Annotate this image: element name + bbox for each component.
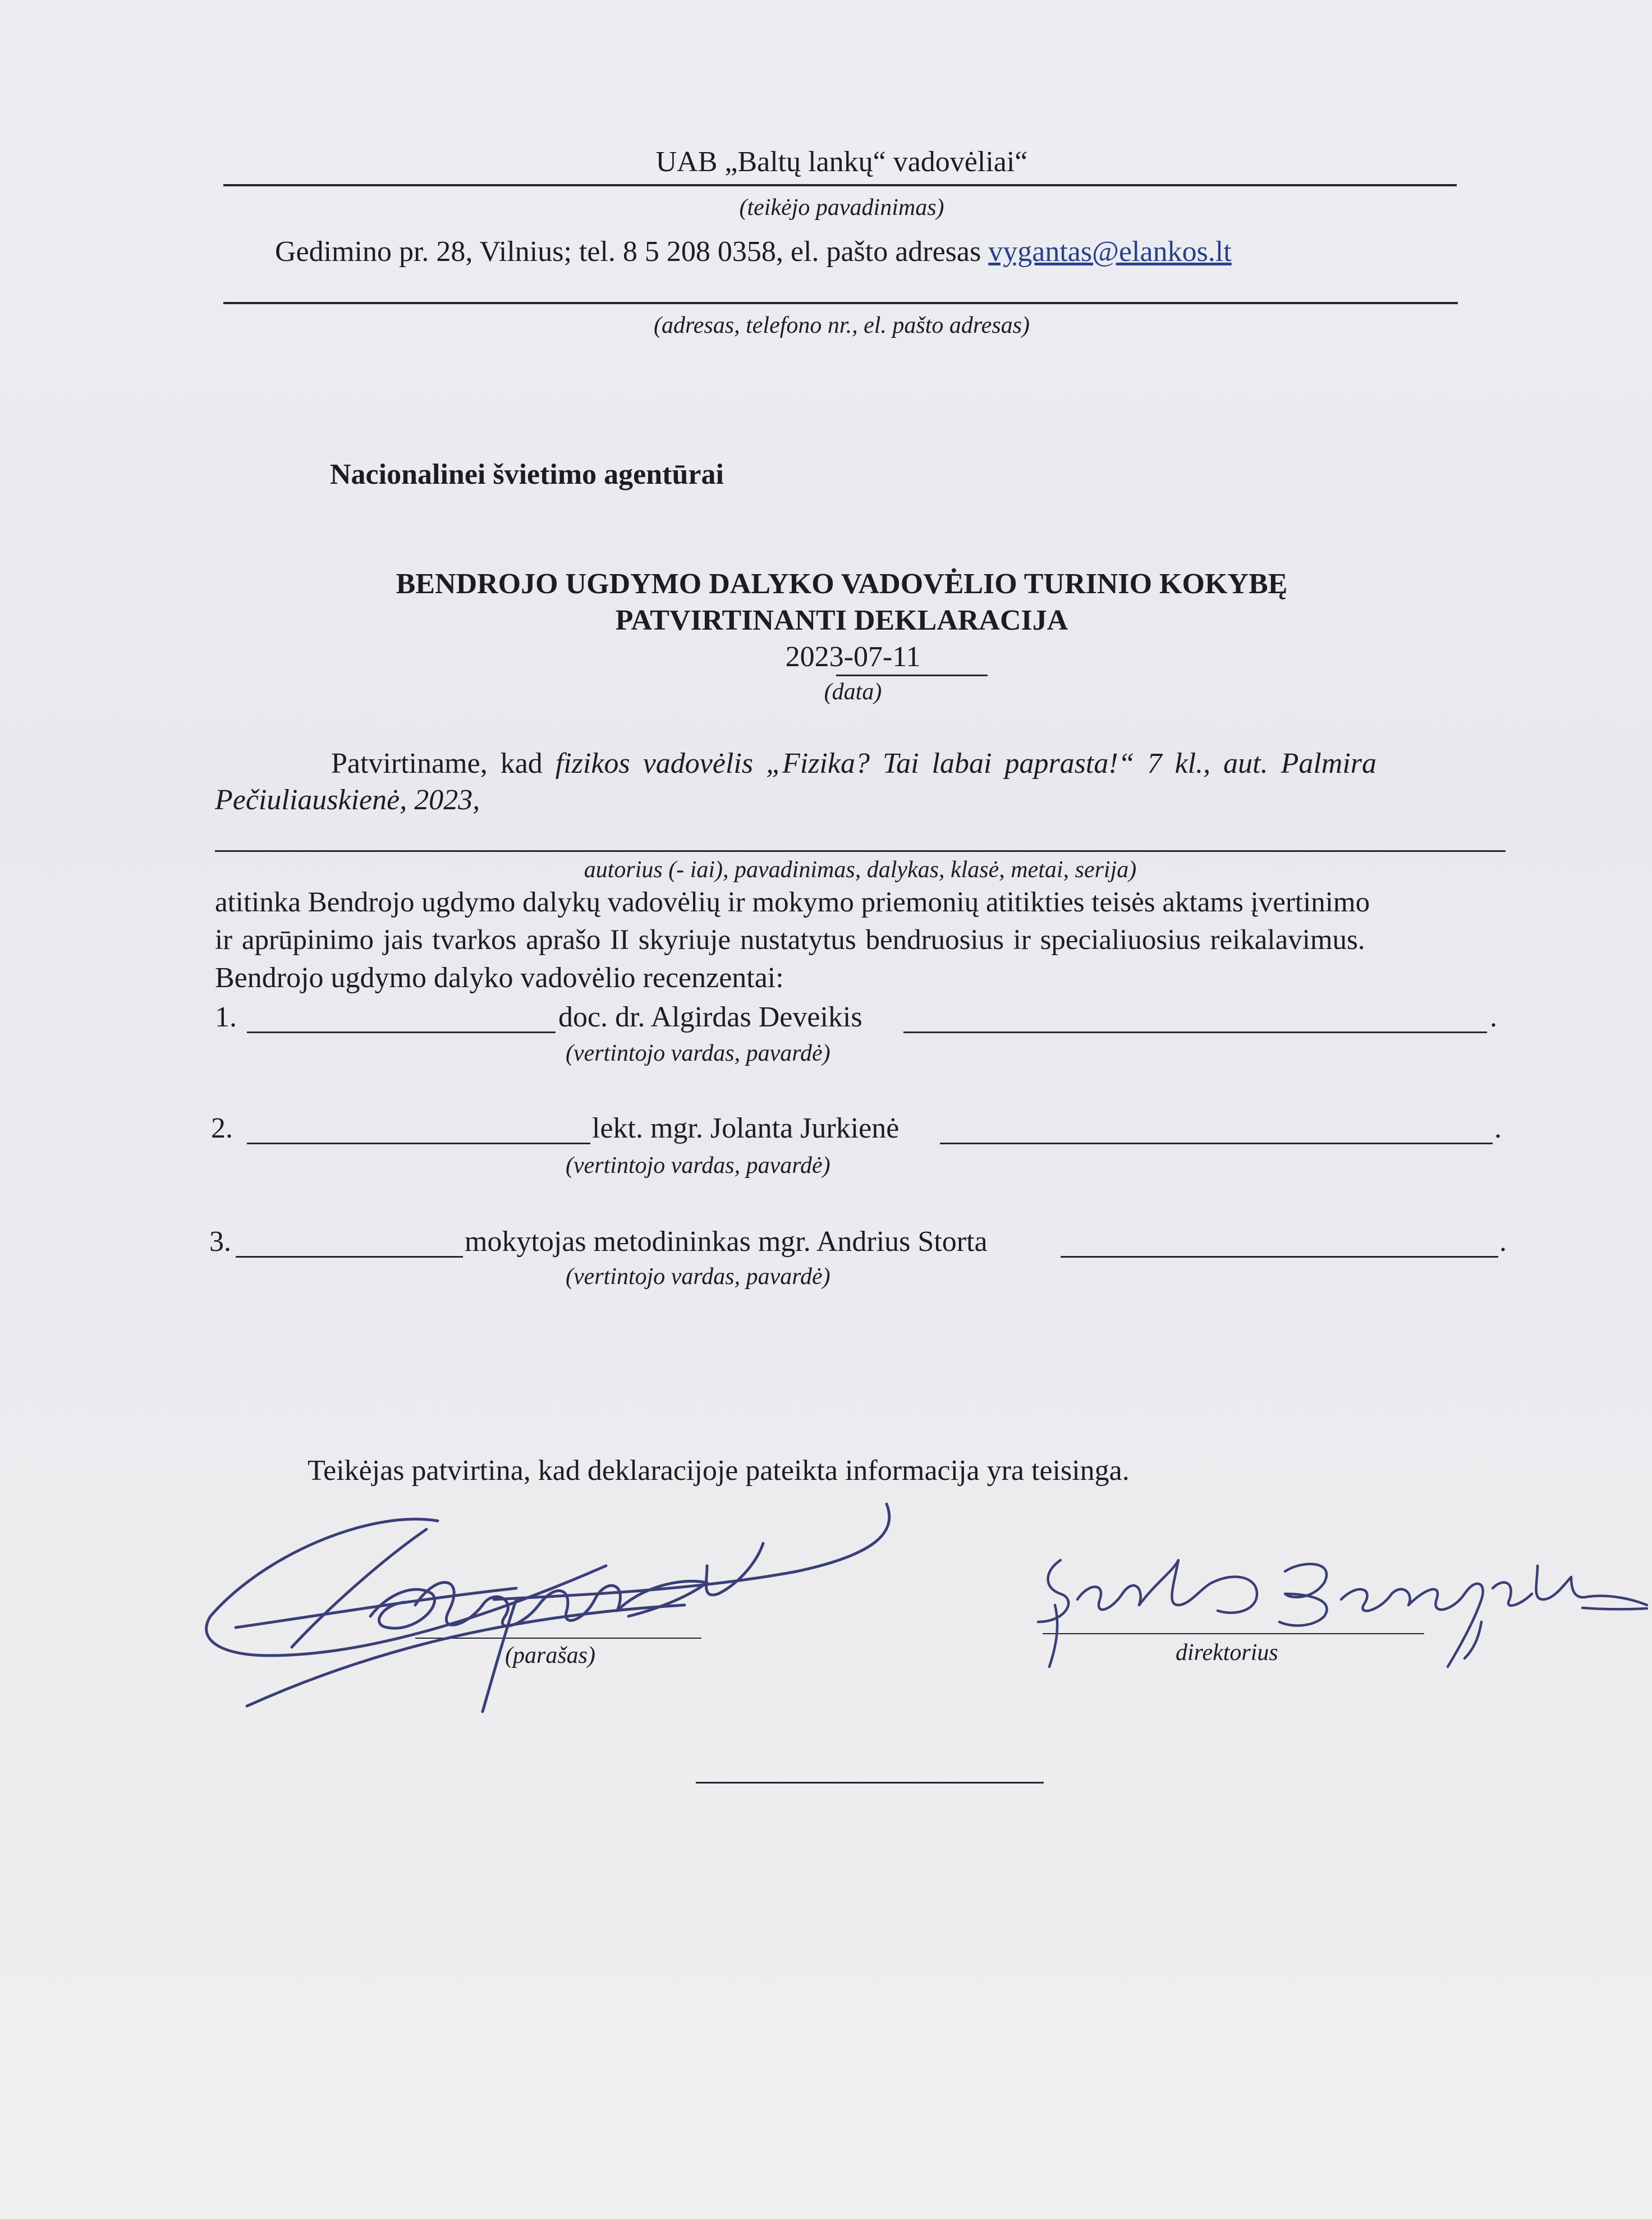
intro-text: Patvirtiname, kad <box>331 748 543 780</box>
bottom-line <box>696 1782 1044 1784</box>
provider-contact-caption: (adresas, telefono nr., el. pašto adresas) <box>653 313 1030 338</box>
reviewer-1-line-left <box>247 1031 556 1033</box>
book-statement-line-1 <box>331 746 1509 781</box>
provider-name-line <box>223 184 1457 186</box>
reviewer-1-number: 1. <box>215 1001 237 1033</box>
reviewer-3-number: 3. <box>209 1226 231 1258</box>
reviewer-1-name: doc. dr. Algirdas Deveikis <box>558 1001 862 1033</box>
recipient: Nacionalinei švietimo agentūrai <box>330 459 724 490</box>
reviewer-3-name: mokytojas metodininkas mgr. Andrius Storta <box>465 1226 988 1258</box>
reviewer-2-caption: (vertintojo vardas, pavardė) <box>566 1153 830 1179</box>
reviewer-3-caption: (vertintojo vardas, pavardė) <box>566 1264 830 1290</box>
reviewer-3-line-right <box>1061 1256 1498 1258</box>
document-date: 2023-07-11 <box>785 641 921 673</box>
signature-caption: (parašas) <box>505 1643 596 1668</box>
book-title-line-1: fizikos vadovėlis „Fizika? Tai labai paprasta!“ 7 kl., aut. Palmira <box>555 748 1377 780</box>
title-line-1: BENDROJO UGDYMO DALYKO VADOVĖLIO TURINIO KOKYBĘ <box>396 568 1288 600</box>
reviewer-1-end: . <box>1490 1001 1497 1033</box>
reviewer-2-end: . <box>1494 1112 1502 1144</box>
reviewer-3-line-left <box>236 1256 463 1258</box>
signature-scribble-right <box>1021 1538 1650 1672</box>
signature-scribble-left <box>202 1487 931 1723</box>
provider-name: UAB „Baltų lankų“ vadovėliai“ <box>655 146 1028 178</box>
reviewer-2-number: 2. <box>211 1112 233 1144</box>
reviewer-3-end: . <box>1499 1226 1507 1258</box>
provider-contact-line <box>223 302 1458 304</box>
director-role: direktorius <box>1176 1640 1278 1666</box>
provider-contact <box>275 235 1566 269</box>
book-title-line-2: Pečiuliauskienė, 2023, <box>215 784 480 816</box>
provider-name-caption: (teikėjo pavadinimas) <box>739 195 944 221</box>
title-line-2: PATVIRTINANTI DEKLARACIJA <box>615 604 1068 636</box>
date-underline <box>836 675 988 676</box>
reviewer-1-caption: (vertintojo vardas, pavardė) <box>566 1040 830 1066</box>
provider-email-link[interactable]: vygantas@elankos.lt <box>988 236 1232 268</box>
book-caption: autorius (- iai), pavadinimas, dalykas, klasė, metai, serija) <box>584 857 1137 883</box>
reviewer-2-line-left <box>247 1143 590 1144</box>
book-line <box>215 850 1506 852</box>
reviewer-2-line-right <box>940 1143 1493 1144</box>
reviewers-heading: Bendrojo ugdymo dalyko vadovėlio recenzentai: <box>215 962 784 994</box>
confirmation-statement: Teikėjas patvirtina, kad deklaracijoje pateikta informacija yra teisinga. <box>308 1455 1130 1487</box>
compliance-line-2: ir aprūpinimo jais tvarkos aprašo II skyriuje nustatytus bendruosius ir specialiuosius reikalavimus. <box>215 924 1365 956</box>
reviewer-1-line-right <box>903 1031 1487 1033</box>
date-caption: (data) <box>824 679 882 705</box>
compliance-line-1: atitinka Bendrojo ugdymo dalykų vadovėlių ir mokymo priemonių atitikties teisės aktams įvertinimo <box>215 887 1370 918</box>
reviewer-2-name: lekt. mgr. Jolanta Jurkienė <box>592 1112 900 1144</box>
provider-contact-text: Gedimino pr. 28, Vilnius; tel. 8 5 208 0358, el. pašto adresas <box>275 236 989 268</box>
